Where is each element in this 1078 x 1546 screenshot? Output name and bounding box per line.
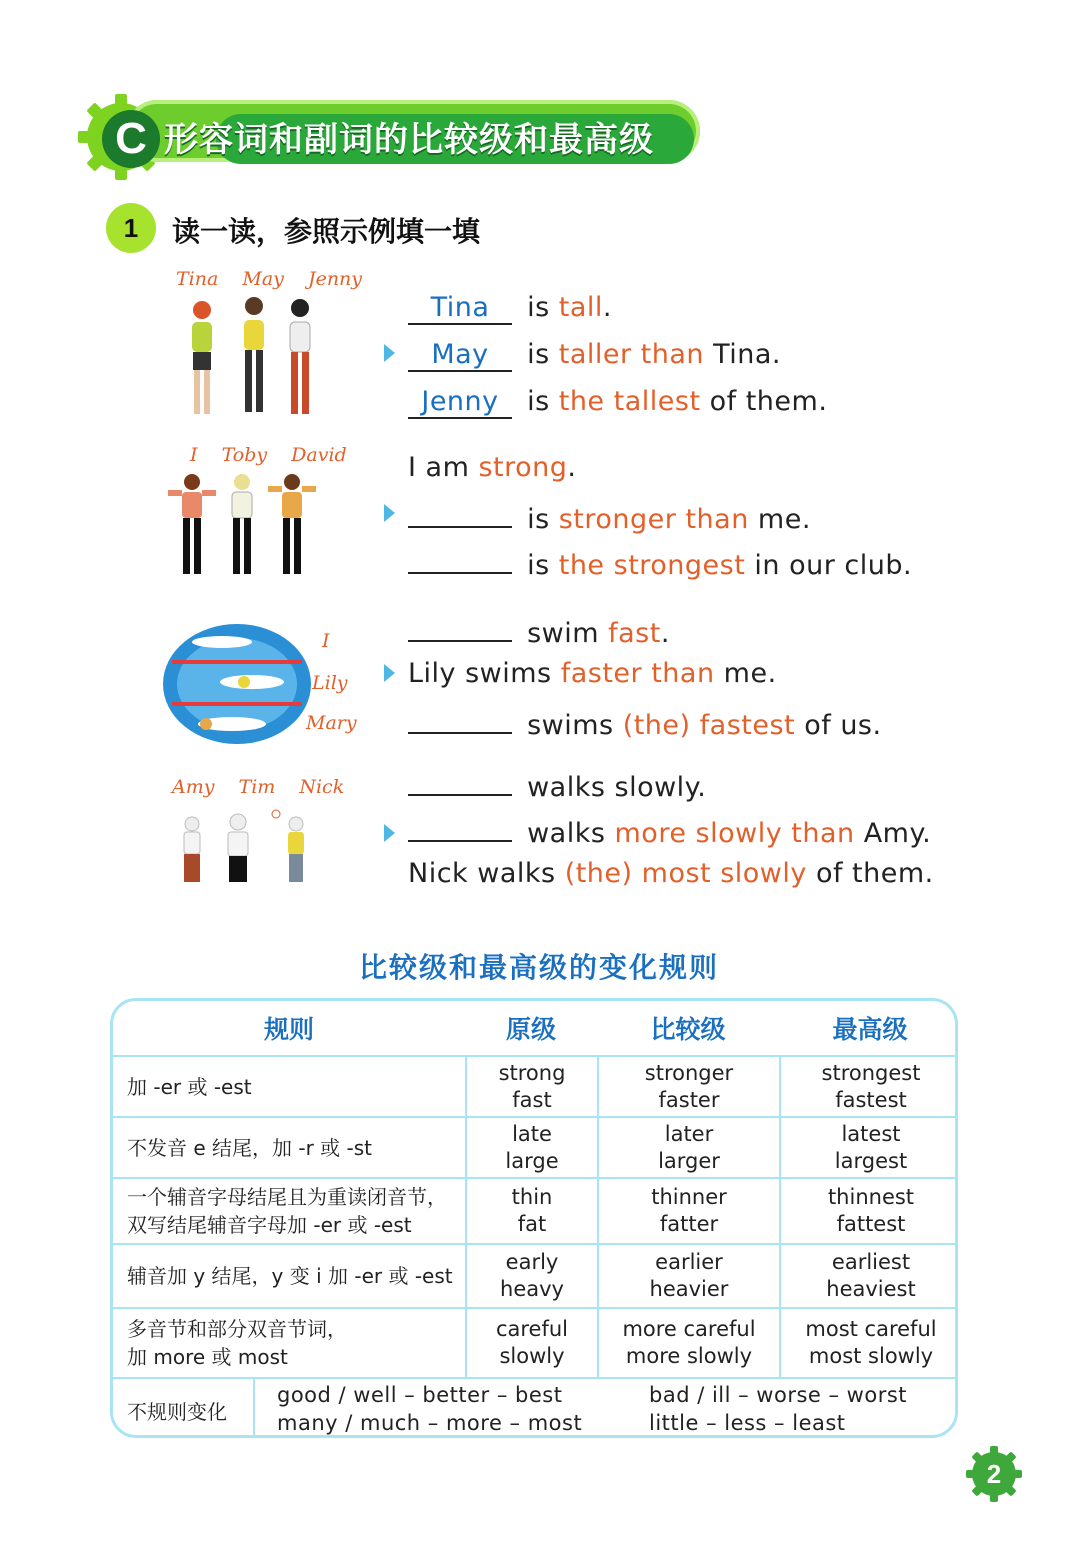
name-label: Toby: [221, 444, 268, 466]
comparative-cell: more careful more slowly: [622, 1317, 756, 1368]
rule-cell: 辅音加 y 结尾，y 变 i 加 -er 或 -est: [127, 1264, 453, 1288]
three-girls-illustration: [172, 292, 332, 424]
arrow-marker-icon: [384, 664, 395, 682]
base-cell: early heavy: [500, 1250, 564, 1301]
highlight-text: stronger than: [558, 504, 749, 535]
sentence-text: is: [518, 504, 559, 535]
section-header: [78, 94, 702, 174]
name-label: Lily: [312, 672, 348, 694]
rules-title: 比较级和最高级的变化规则: [358, 951, 719, 984]
highlight-text: more slowly than: [614, 818, 855, 849]
table-row: [113, 1177, 955, 1243]
sentence-text: of them.: [806, 858, 934, 889]
name-label: I: [190, 444, 198, 466]
comparative-cell: thinner fatter: [651, 1185, 727, 1236]
sentence-line: [408, 544, 912, 581]
sentence-line: [408, 658, 777, 689]
irregular-forms-left: good / well – better – best many / much – more – most: [277, 1383, 583, 1435]
sentence-text: .: [602, 292, 612, 323]
comparative-cell: later larger: [658, 1121, 720, 1173]
table-row: [113, 1243, 955, 1307]
answer-blank[interactable]: Tina: [408, 293, 512, 325]
name-label: Tim: [238, 776, 276, 798]
sentence-text: is: [518, 339, 559, 370]
answer-blank[interactable]: [408, 812, 512, 842]
irregular-forms-right: bad / ill – worse – worst little – less – least: [649, 1383, 908, 1435]
highlight-text: taller than: [558, 339, 705, 370]
sentence-text: Nick walks: [408, 858, 565, 889]
sentence-line: [408, 858, 934, 889]
three-boys-flexing-illustration: [168, 468, 332, 580]
arrow-marker-icon: [384, 824, 395, 842]
sentence-line: [408, 292, 612, 325]
exercise-number: 1: [106, 203, 156, 253]
page-number-badge: [966, 1446, 1022, 1502]
column-header: 最高级: [832, 1015, 908, 1044]
name-label: Tina: [176, 268, 219, 290]
name-label: Mary: [306, 712, 357, 734]
name-label: May: [242, 268, 284, 290]
sentence-text: Tina.: [704, 339, 782, 370]
highlight-text: strong: [478, 452, 568, 483]
sentence-line: [408, 498, 811, 535]
answer-blank[interactable]: May: [408, 340, 512, 372]
group-names: [172, 776, 362, 798]
sentence-line: [408, 452, 577, 483]
sentence-line: [408, 339, 781, 372]
name-label: David: [291, 444, 347, 466]
sentence-line: [408, 766, 706, 803]
sentence-text: is: [518, 386, 559, 417]
sentence-line: [408, 386, 827, 419]
table-header-row: [113, 1001, 955, 1055]
highlight-text: the tallest: [558, 386, 701, 417]
arrow-marker-icon: [384, 504, 395, 522]
rule-cell: 加 -er 或 -est: [127, 1074, 252, 1099]
highlight-text: (the) fastest: [622, 710, 796, 741]
irregular-label: 不规则变化: [127, 1399, 227, 1424]
sentence-text: me.: [714, 658, 777, 689]
sentence-text: walks slowly.: [518, 772, 707, 803]
sentence-text: me.: [748, 504, 811, 535]
arrow-marker-icon: [384, 344, 395, 362]
table-row: [113, 1055, 955, 1116]
highlight-text: fast: [608, 618, 661, 649]
highlight-text: faster than: [560, 658, 715, 689]
column-header: 原级: [505, 1015, 556, 1044]
superlative-cell: latest largest: [834, 1121, 908, 1173]
column-header: 规则: [263, 1015, 314, 1044]
name-label: Amy: [172, 776, 215, 798]
base-cell: thin fat: [511, 1185, 553, 1236]
sentence-text: is: [518, 550, 559, 581]
rules-table: [110, 998, 958, 1438]
highlight-text: tall: [558, 292, 603, 323]
sentence-text: swims: [518, 710, 623, 741]
base-cell: strong fast: [498, 1060, 566, 1112]
superlative-cell: thinnest fattest: [827, 1185, 915, 1236]
answer-blank[interactable]: [408, 544, 512, 574]
sentence-text: Amy.: [854, 818, 932, 849]
sentence-text: swim: [518, 618, 609, 649]
group-names: [190, 444, 365, 466]
group-names: [176, 268, 380, 290]
name-label: Nick: [299, 776, 345, 798]
answer-blank[interactable]: [408, 498, 512, 528]
column-header: 比较级: [650, 1015, 726, 1044]
answer-blank[interactable]: [408, 704, 512, 734]
exercise-title: 读一读，参照示例填一填: [172, 215, 481, 248]
sentence-text: is: [518, 292, 559, 323]
base-cell: late large: [505, 1121, 559, 1173]
section-title: 形容词和副词的比较级和最高级: [164, 120, 654, 160]
sentence-text: .: [567, 452, 577, 483]
page-number: 2: [986, 1459, 1002, 1489]
irregular-row: [113, 1377, 955, 1438]
answer-blank[interactable]: Jenny: [408, 387, 512, 419]
highlight-text: the strongest: [558, 550, 746, 581]
highlight-text: (the) most slowly: [564, 858, 807, 889]
superlative-cell: most careful most slowly: [805, 1317, 937, 1368]
rule-cell: 不发音 e 结尾，加 -r 或 -st: [127, 1135, 373, 1160]
sentence-text: of them.: [700, 386, 828, 417]
answer-blank[interactable]: [408, 766, 512, 796]
swimming-pool-illustration: [162, 620, 312, 748]
three-elderly-walkers-illustration: [172, 806, 322, 890]
sentence-line: [408, 612, 670, 649]
table-row: [113, 1307, 955, 1377]
sentence-text: .: [660, 618, 670, 649]
section-letter: C: [102, 110, 160, 168]
superlative-cell: strongest fastest: [821, 1060, 921, 1112]
name-label: Jenny: [307, 268, 363, 290]
sentence-text: in our club.: [745, 550, 913, 581]
sentence-text: Lily swims: [408, 658, 561, 689]
sentence-line: [408, 812, 931, 849]
sentence-text: of us.: [795, 710, 882, 741]
superlative-cell: earliest heaviest: [826, 1250, 916, 1301]
sentence-text: I am: [408, 452, 479, 483]
base-cell: careful slowly: [495, 1317, 569, 1368]
name-label: I: [322, 630, 330, 652]
comparative-cell: earlier heavier: [649, 1250, 729, 1301]
sentence-line: [408, 704, 882, 741]
rule-cell: 一个辅音字母结尾且为重读闭音节， 双写结尾辅音字母加 -er 或 -est: [127, 1185, 447, 1237]
table-row: [113, 1116, 955, 1177]
comparative-cell: stronger faster: [644, 1060, 734, 1112]
rule-cell: 多音节和部分双音节词， 加 more 或 most: [127, 1317, 347, 1369]
answer-blank[interactable]: [408, 612, 512, 642]
sentence-text: walks: [518, 818, 615, 849]
